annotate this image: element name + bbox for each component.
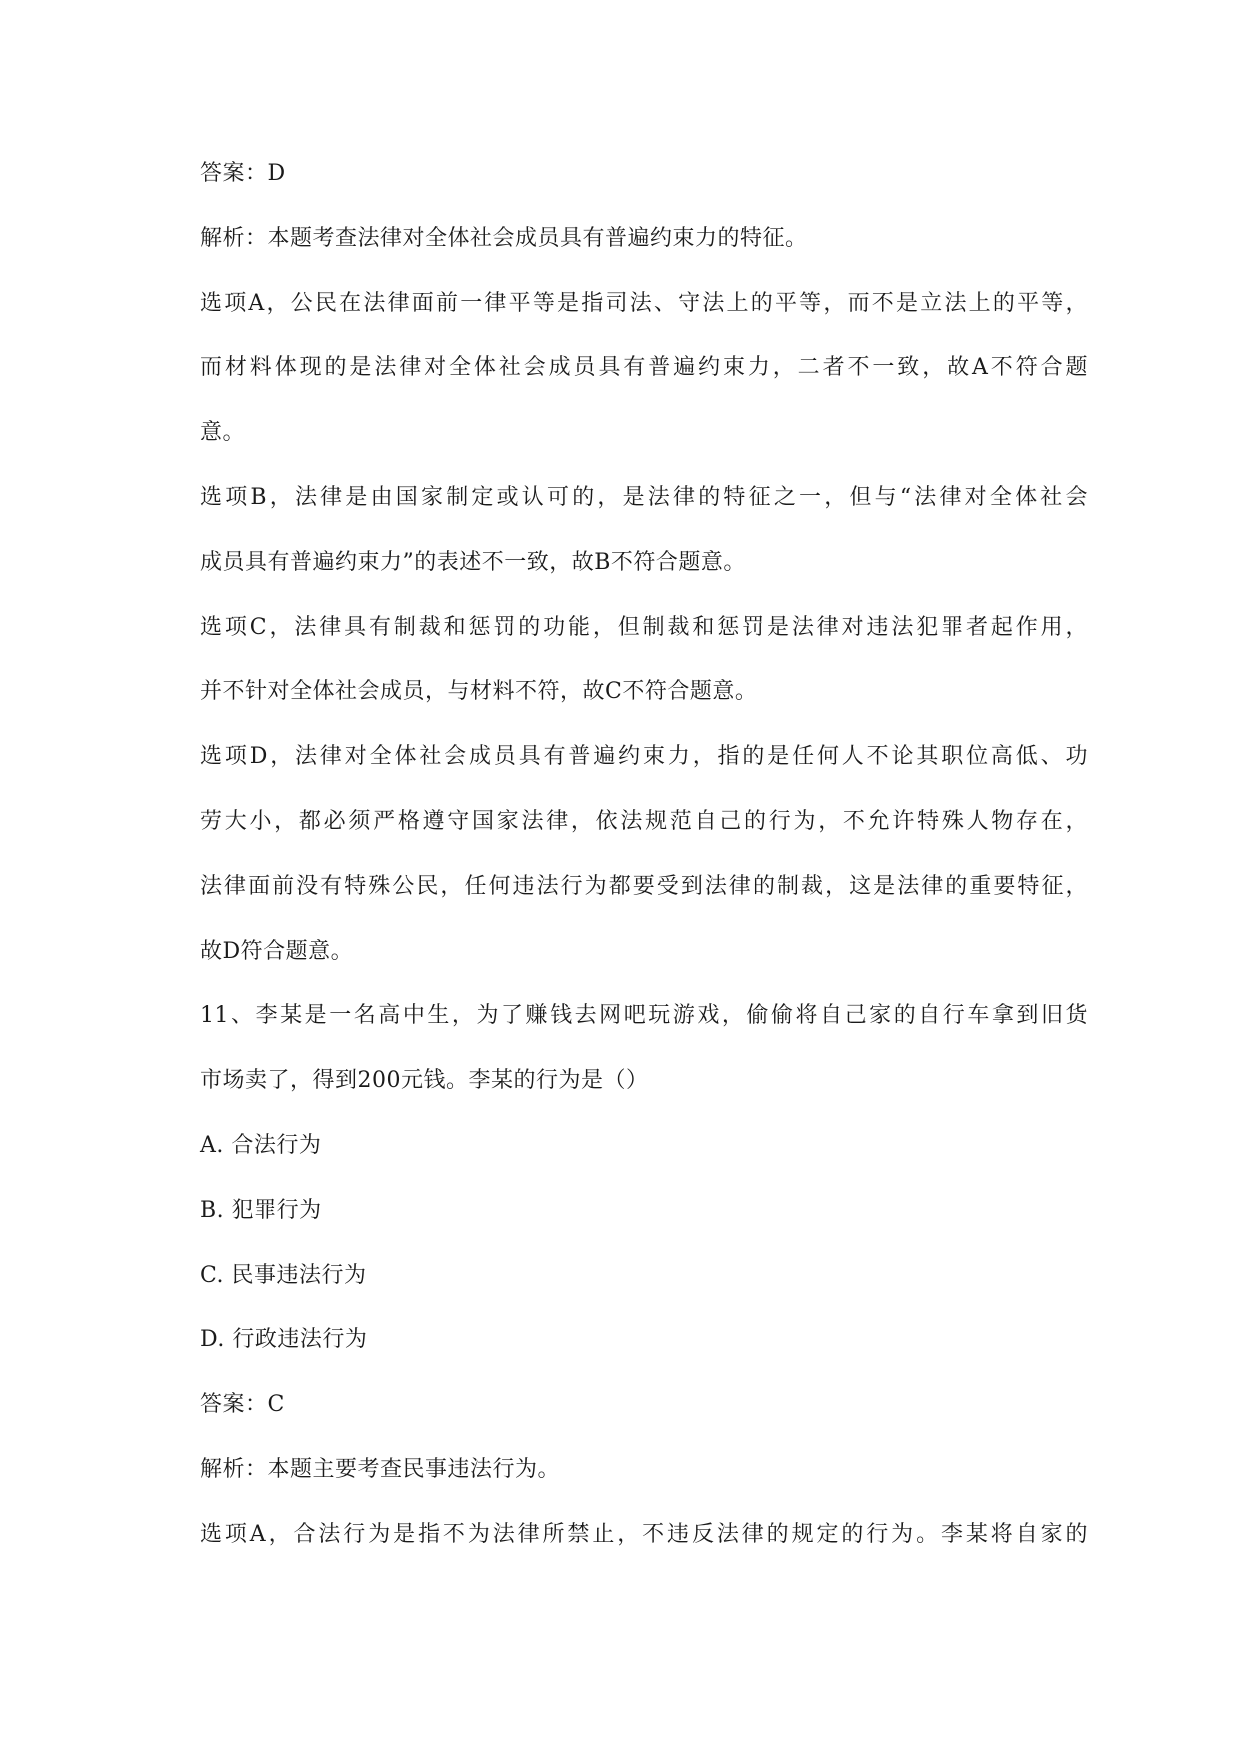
option-b-explanation-line-2: 成员具有普遍约束力”的表述不一致，故B不符合题意。 <box>200 549 746 575</box>
question-11-option-c: C. 民事违法行为 <box>200 1262 367 1288</box>
answer-line-q10: 答案：D <box>200 161 286 186</box>
option-c-explanation-line-2: 并不针对全体社会成员，与材料不符，故C不符合题意。 <box>200 679 758 705</box>
option-c-explanation-line-1: 选项C，法律具有制裁和惩罚的功能，但制裁和惩罚是法律对违法犯罪者起作用， <box>200 614 1088 640</box>
analysis-line-q11: 解析：本题主要考查民事违法行为。 <box>200 1456 561 1482</box>
question-11-option-b: B. 犯罪行为 <box>200 1197 322 1223</box>
q11-option-a-explanation-line-1: 选项A，合法行为是指不为法律所禁止，不违反法律的规定的行为。李某将自家的 <box>200 1521 1088 1547</box>
question-11-option-a: A. 合法行为 <box>200 1132 322 1158</box>
option-d-explanation-line-1: 选项D，法律对全体社会成员具有普遍约束力，指的是任何人不论其职位高低、功 <box>200 744 1088 770</box>
option-d-explanation-line-4: 故D符合题意。 <box>200 938 354 964</box>
question-11-option-d: D. 行政违法行为 <box>200 1327 368 1353</box>
option-a-explanation-line-2: 而材料体现的是法律对全体社会成员具有普遍约束力，二者不一致，故A不符合题 <box>200 355 1088 381</box>
analysis-line-q10: 解析：本题考查法律对全体社会成员具有普遍约束力的特征。 <box>200 225 808 251</box>
option-d-explanation-line-2: 劳大小，都必须严格遵守国家法律，依法规范自己的行为，不允许特殊人物存在， <box>200 808 1088 834</box>
option-a-explanation-line-1: 选项A，公民在法律面前一律平等是指司法、守法上的平等，而不是立法上的平等， <box>200 290 1088 316</box>
option-a-explanation-line-3: 意。 <box>200 420 246 446</box>
document-body <box>200 142 1088 1568</box>
question-11-line-1: 11、李某是一名高中生，为了赚钱去网吧玩游戏，偷偷将自己家的自行车拿到旧货 <box>200 1003 1088 1029</box>
option-d-explanation-line-3: 法律面前没有特殊公民，任何违法行为都要受到法律的制裁，这是法律的重要特征， <box>200 873 1088 899</box>
question-11-line-2: 市场卖了，得到200元钱。李某的行为是（） <box>200 1068 649 1094</box>
answer-line-q11: 答案：C <box>200 1392 285 1418</box>
option-b-explanation-line-1: 选项B，法律是由国家制定或认可的，是法律的特征之一，但与“法律对全体社会 <box>200 484 1088 510</box>
